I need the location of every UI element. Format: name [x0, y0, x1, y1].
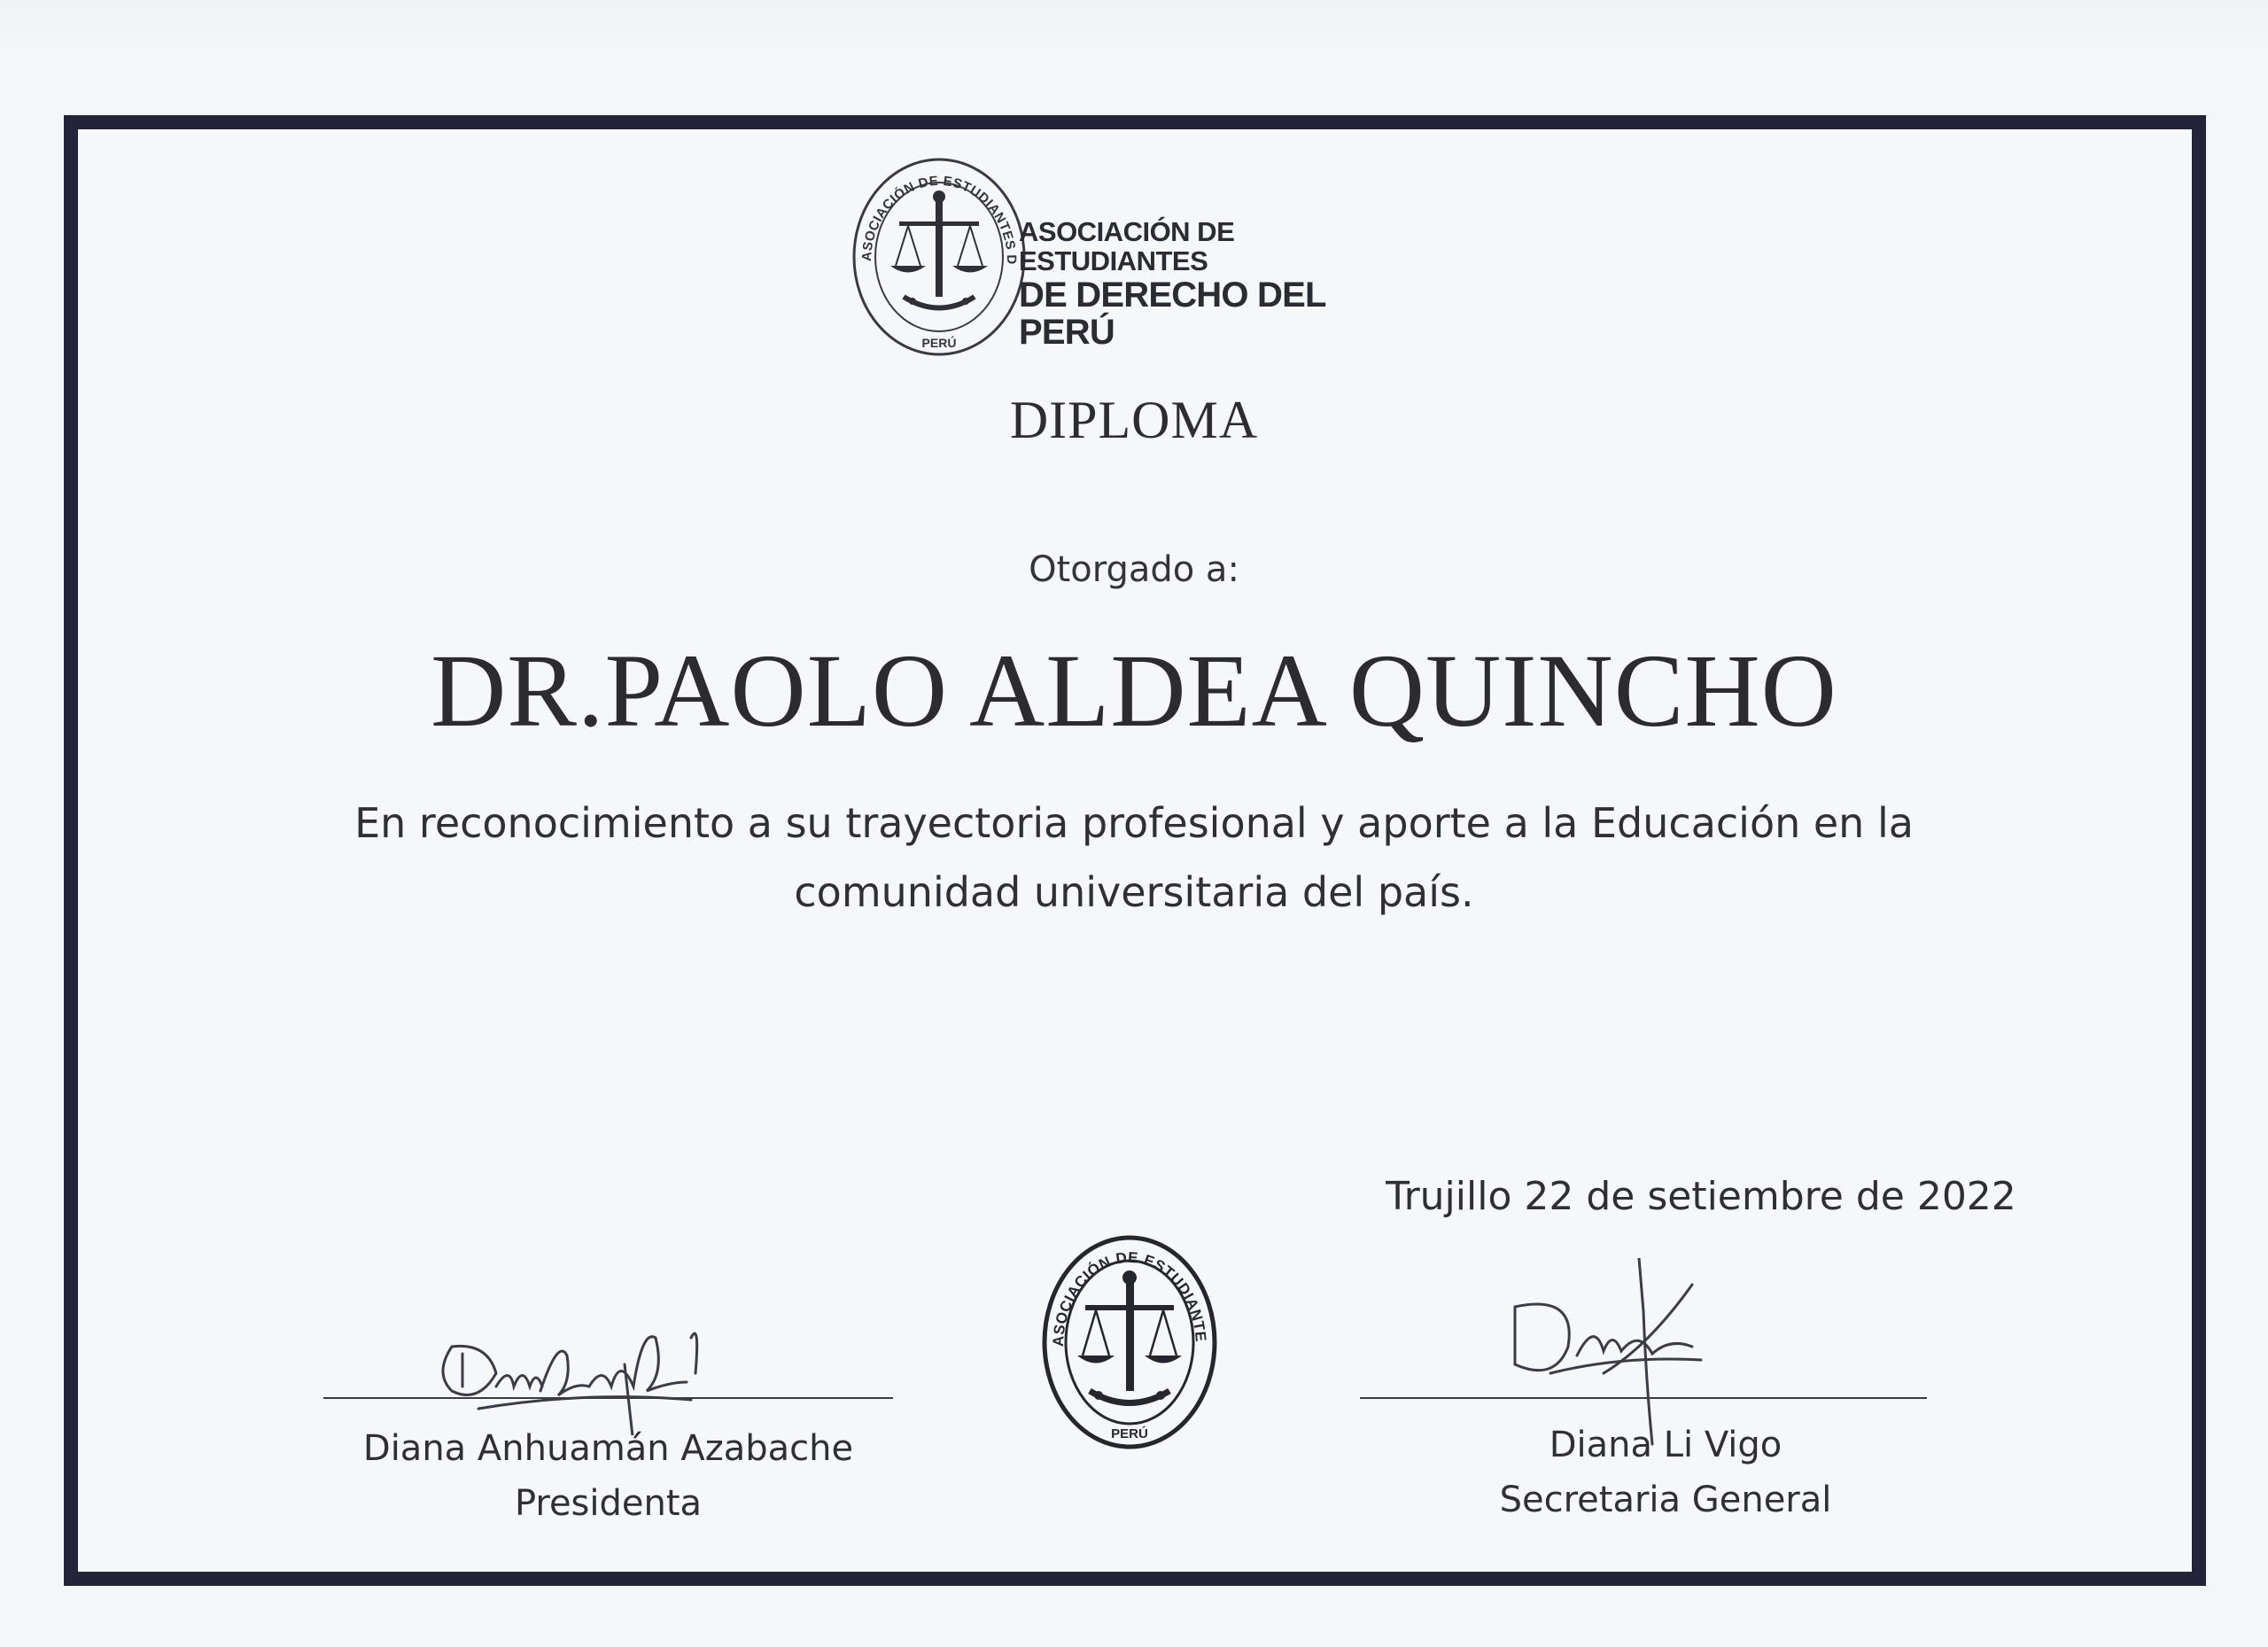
signatory-name-president: Diana Anhuamán Azabache — [362, 1428, 854, 1469]
signatory-name-secretary: Diana Li Vigo — [1549, 1425, 1783, 1465]
recipient-name: DR.PAOLO ALDEA QUINCHO — [431, 633, 1837, 749]
signature-line-president — [323, 1397, 893, 1399]
recognition-text: En reconocimiento a su trayectoria profesional y aporte a la Educación en la comunidad universitaria del país. — [354, 799, 1914, 916]
awarded-label: Otorgado a: — [1029, 549, 1239, 590]
svg-text:ASOCIACIÓN DE ESTUDIANTES DE D: ASOCIACIÓN DE ESTUDIANTES D — [858, 173, 1020, 265]
place-and-date: Trujillo 22 de setiembre de 2022 — [1386, 1174, 2016, 1219]
organization-seal — [1037, 1227, 1223, 1457]
organization-name-line2: DE DERECHO DEL PERÚ — [1019, 275, 1325, 353]
signature-president — [425, 1302, 744, 1435]
organization-name — [1019, 218, 1391, 352]
scales-of-justice-icon — [837, 151, 1041, 363]
organization-logo — [837, 151, 1041, 363]
svg-text:ASOCIACIÓN DE ESTUDIANTES DE D: ASOCIACIÓN DE ESTUDIANTE — [1049, 1248, 1209, 1348]
scales-of-justice-seal-icon — [1037, 1227, 1223, 1457]
signature-line-secretary — [1360, 1397, 1927, 1399]
document-title: DIPLOMA — [1009, 391, 1259, 449]
svg-text:PERÚ: PERÚ — [1111, 1426, 1148, 1441]
svg-text:PERÚ: PERÚ — [921, 336, 957, 350]
organization-name-line1: ASOCIACIÓN DE ESTUDIANTES — [1019, 216, 1235, 276]
signatory-role-president: Presidenta — [514, 1483, 703, 1524]
signatory-role-secretary: Secretaria General — [1499, 1480, 1832, 1520]
